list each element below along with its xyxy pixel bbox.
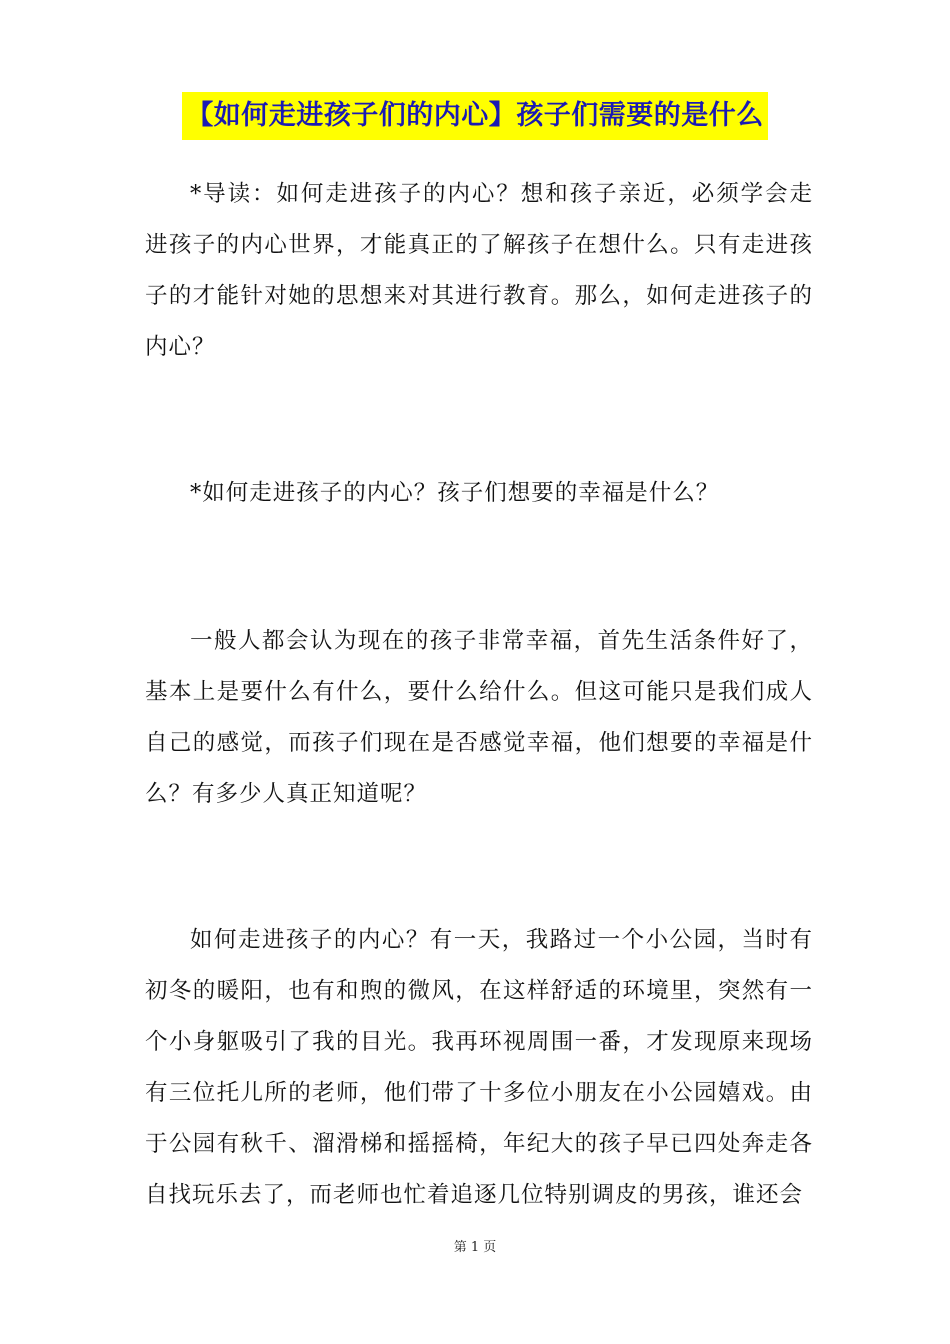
page-title: 【如何走进孩子们的内心】孩子们需要的是什么 (182, 92, 768, 140)
intro-paragraph: *导读：如何走进孩子的内心？想和孩子亲近，必须学会走进孩子的内心世界，才能真正的了解孩子在想什么。只有走进孩子的才能针对她的思想来对其进行教育。那么，如何走进孩子的内心？ (145, 181, 813, 360)
body-paragraph-park: 如何走进孩子的内心？有一天，我路过一个小公园，当时有初冬的暖阳，也有和煦的微风，在这样舒适的环境里，突然有一个小身躯吸引了我的目光。我再环视周围一番，才发现原来现场有三位托儿所的老师，他们带了十多位小朋友在小公园嬉戏。由于公园有秋千、溜滑梯和摇摇椅，年纪大的孩子早已四处奔走各自找玩乐去了，而老师也忙着追逐几位特别调皮的男孩，谁还会 (145, 927, 813, 1208)
title-container (0, 92, 950, 140)
question-paragraph: *如何走进孩子的内心？孩子们想要的幸福是什么？ (190, 480, 720, 506)
page-number: 第 1 页 (453, 1240, 497, 1255)
body-paragraph-happiness: 一般人都会认为现在的孩子非常幸福，首先生活条件好了，基本上是要什么有什么，要什么给什么。但这可能只是我们成人自己的感觉，而孩子们现在是否感觉幸福，他们想要的幸福是什么？有多少人真正知道呢？ (145, 628, 813, 807)
